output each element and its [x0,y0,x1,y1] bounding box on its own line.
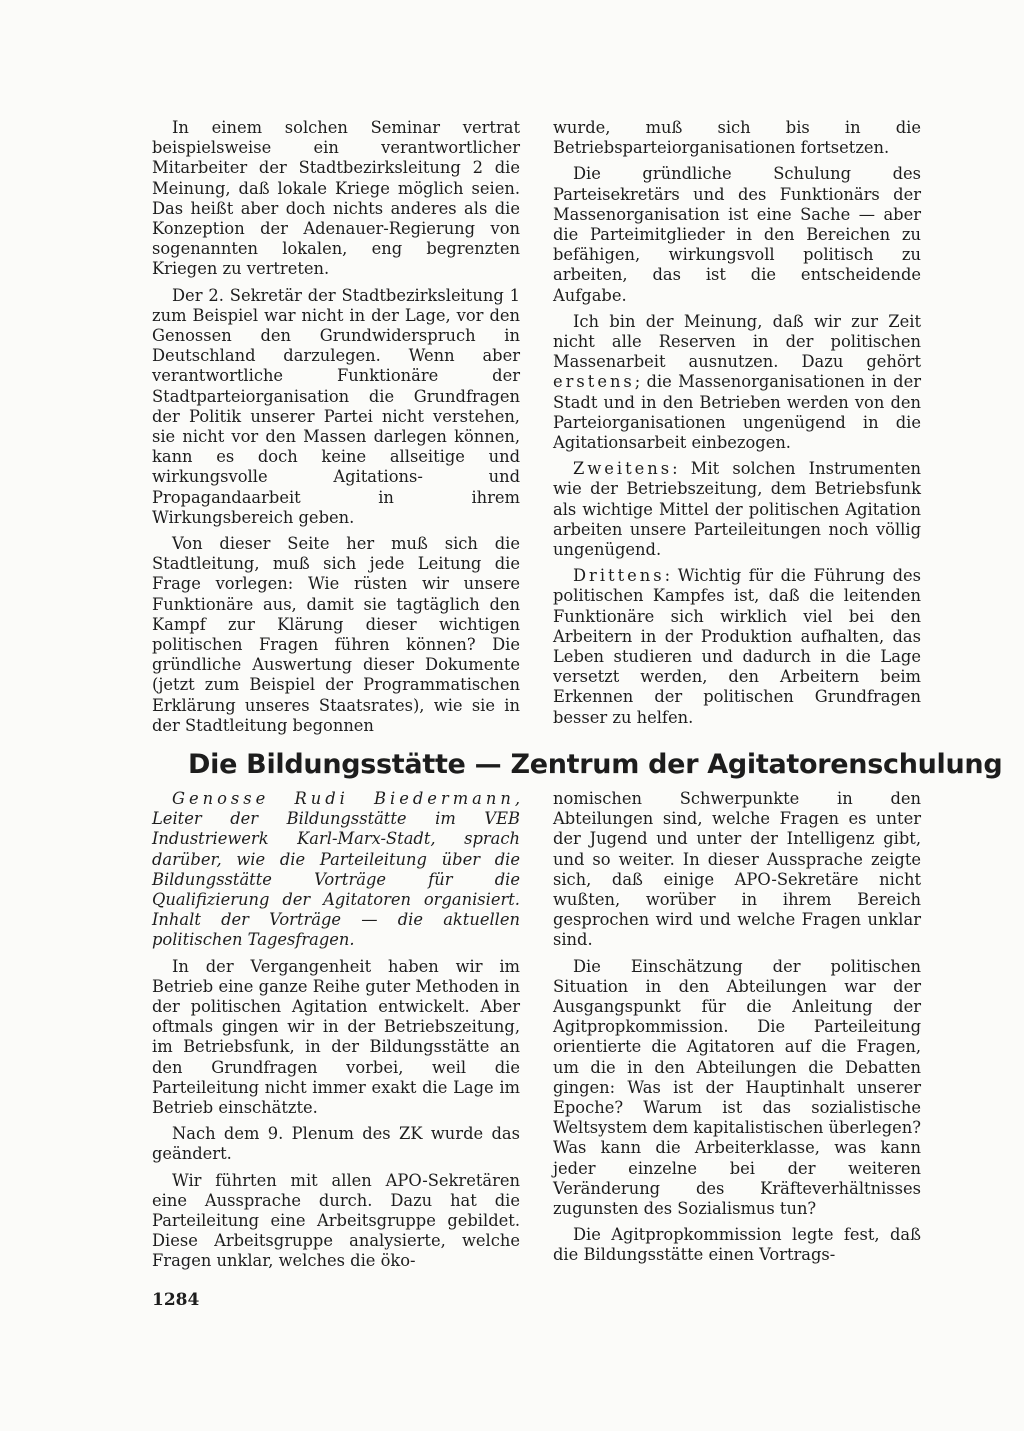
lower-right-column [553,789,921,1272]
text-run: , Leiter der Bildungsstätte im VEB Industriewerk Karl-Marx-Stadt, sprach darüber, wie die Parteileitung über die Bildungsstätte Vorträge für die Qualifizierung der Agitatoren organisiert. Inhalt der Vorträge — die aktuellen politischen Tagesfragen. [152,789,520,950]
page-number: 1284 [152,1290,200,1310]
lead-paragraph [152,789,520,951]
paragraph [553,312,921,453]
paragraph: Nach dem 9. Plenum des ZK wurde das geändert. [152,1124,520,1164]
paragraph: In der Vergangenheit haben wir im Betrieb eine ganze Reihe guter Methoden in der politischen Agitation entwickelt. Aber oftmals gingen wir in der Betriebszeitung, im Betriebsfunk, in der Bildungsstätte an den Grundfragen vorbei, weil die Parteileitung nicht immer exakt die Lage im Betrieb einschätzte. [152,956,520,1118]
text-run: : Wichtig für die Führung des politischen Kampfes ist, daß die leitenden Funktionäre sich wirklich viel bei den Arbeitern in der Produktion aufhalten, das Leben studieren und dadurch in die Lage versetzt werden, den Arbeitern beim Erkennen der politischen Grundfragen besser zu helfen. [553,566,921,727]
spaced-emphasis: erstens [553,372,635,392]
upper-left-column [152,118,520,742]
paragraph: In einem solchen Seminar vertrat beispielsweise ein verantwortlicher Mitarbeiter der Stadtbezirksleitung 2 die Meinung, daß lokale Kriege möglich seien. Das heißt aber doch nichts anderes als die Konzeption der Adenauer-Regierung von sogenannten lokalen, eng begrenzten Kriegen zu vertreten. [152,118,520,279]
text-run: : Mit solchen Instrumenten wie der Betriebszeitung, dem Betriebsfunk als wichtige Mittel der politischen Agitation arbeiten unsere Parteileitungen noch völlig ungenügend. [553,459,921,560]
paragraph: Die Agitpropkommission legte fest, daß die Bildungsstätte einen Vortrags- [553,1225,921,1265]
text-run: ; die Massenorganisationen in der Stadt und in den Betrieben werden von den Parteiorganisationen ungenügend in die Agitationsarbeit einbezogen. [553,372,921,453]
paragraph: Der 2. Sekretär der Stadtbezirksleitung 1 zum Beispiel war nicht in der Lage, vor den Genossen den Grundwiderspruch in Deutschland darzulegen. Wenn aber verantwortliche Funktionäre der Stadtparteiorganisation die Grundfragen der Politik unserer Partei nicht verstehen, sie nicht vor den Massen darlegen können, kann es doch keine allseitige und wirkungsvolle Agitations- und Propagandaarbeit in ihrem Wirkungsbereich geben. [152,285,520,527]
spaced-emphasis: Zweitens [573,459,673,479]
paragraph: Wir führten mit allen APO-Sekretären eine Aussprache durch. Dazu hat die Parteileitung eine Arbeitsgruppe gebildet. Diese Arbeitsgruppe analysierte, welche Fragen unklar, welches die öko- [152,1170,520,1271]
lower-left-column [152,789,520,1278]
paragraph [553,566,921,728]
paragraph: Die gründliche Schulung des Parteisekretärs und des Funktionärs der Massenorganisation ist eine Sache — aber die Parteimitglieder in den Bereichen zu befähigen, wirkungsvoll politisch zu arbeiten, das ist die entscheidende Aufgabe. [553,164,921,305]
paragraph [553,459,921,560]
text-run: Ich bin der Meinung, daß wir zur Zeit nicht alle Reserven in der politischen Massenarbeit ausnutzen. Dazu gehört [553,311,921,372]
paragraph: Von dieser Seite her muß sich die Stadtleitung, muß sich jede Leitung die Frage vorlegen: Wie rüsten wir unsere Funktionäre aus, damit sie tagtäglich den Kampf zur Klärung dieser wichtigen politischen Fragen führen können? Die gründliche Auswertung dieser Dokumente (jetzt zum Beispiel der Programmatischen Erklärung unseres Staatsrates), wie sie in der Stadtleitung begonnen [152,534,520,735]
paragraph: nomischen Schwerpunkte in den Abteilungen sind, welche Fragen es unter der Jugend und unter der Intelligenz gibt, und so weiter. In dieser Aussprache zeigte sich, daß einige APO-Sekretäre nicht wußten, worüber in ihrem Bereich gesprochen wird und welche Fragen unklar sind. [553,789,921,950]
spaced-emphasis: Genosse Rudi Biedermann [172,789,515,808]
spaced-emphasis: Drittens [573,566,665,586]
paragraph: wurde, muß sich bis in die Betriebsparteiorganisationen fortsetzen. [553,118,921,158]
paragraph: Die Einschätzung der politischen Situation in den Abteilungen war der Ausgangspunkt für die Anleitung der Agitpropkommission. Die Parteileitung orientierte die Agitatoren auf die Fragen, um die in den Abteilungen die Debatten gingen: Was ist der Hauptinhalt unserer Epoche? Warum ist das sozialistische Weltsystem dem kapitalistischen überlegen? Was kann die Arbeiterklasse, was kann jeder einzelne bei der weiteren Veränderung des Kräfteverhältnisses zugunsten des Sozialismus tun? [553,956,921,1219]
section-heading: Die Bildungsstätte — Zentrum der Agitatorenschulung [188,749,1003,780]
upper-right-column [553,118,921,734]
